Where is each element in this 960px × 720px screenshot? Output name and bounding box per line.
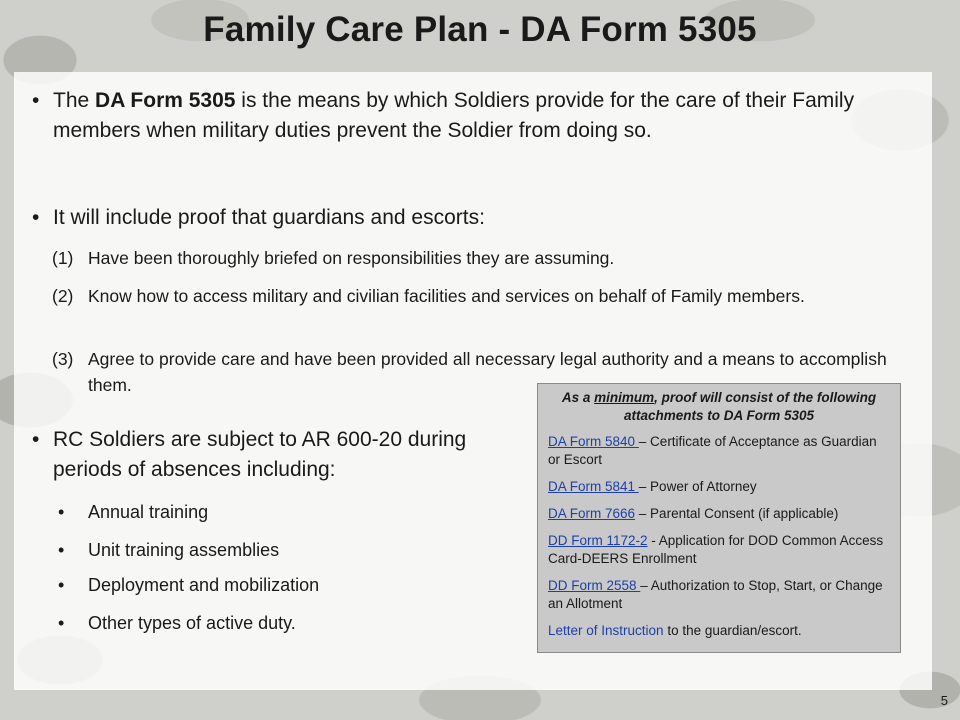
list-item — [58, 538, 498, 562]
bullet-text-post: is the means by which Soldiers provide for the care of their Family members when military duties prevent the Soldier from doing so. — [53, 89, 855, 142]
page-title: Family Care Plan - DA Form 5305 — [203, 10, 757, 49]
list-item-text: Unit training assemblies — [88, 540, 280, 560]
attachment-text: – Parental Consent (if applicable) — [635, 506, 839, 521]
slide-number: 5 — [940, 693, 948, 708]
attachment-item — [548, 532, 892, 568]
dd-form-1172-2-link[interactable]: DD Form 1172-2 — [548, 533, 648, 548]
list-item — [52, 245, 892, 271]
bullet-dot: • — [58, 613, 65, 633]
bullet-dot: • — [32, 428, 40, 451]
attachment-item — [548, 478, 892, 496]
box-heading-pre: As a — [561, 390, 595, 405]
attachment-item — [548, 577, 892, 613]
list-item-text: Have been thoroughly briefed on responsibilities they are assuming. — [88, 248, 615, 268]
bullet-text — [32, 86, 902, 146]
box-heading — [548, 389, 890, 425]
attachments-box — [537, 383, 901, 653]
bullet-text: RC Soldiers are subject to AR 600-20 during periods of absences including: — [53, 428, 467, 481]
attachment-text: – Authorization to Stop, Start, or Change an Allotment — [548, 578, 883, 611]
list-item-text: Deployment and mobilization — [88, 575, 320, 595]
list-item — [58, 573, 498, 597]
bullet-text: It will include proof that guardians and escorts: — [53, 206, 485, 229]
bullet-rc-soldiers — [32, 425, 522, 485]
bullet-dot: • — [58, 575, 65, 595]
bullet-dot: • — [32, 206, 40, 229]
list-item-text: Agree to provide care and have been provided all necessary legal authority and a means to accomplish them. — [88, 349, 887, 395]
list-item-number: (3) — [52, 349, 74, 369]
attachment-item — [548, 622, 892, 640]
bullet-text-pre: The — [53, 89, 96, 112]
box-heading-underlined: minimum — [594, 390, 655, 405]
attachment-text: – Certificate of Acceptance as Guardian or Escort — [548, 434, 877, 467]
bullet-text-bold: DA Form 5305 — [95, 89, 236, 112]
box-heading-post: , proof will consist of the following attachments to DA Form 5305 — [623, 390, 877, 423]
list-item — [58, 500, 498, 524]
bullet-dot: • — [32, 89, 40, 112]
attachment-text: to the guardian/escort. — [663, 623, 802, 638]
list-item — [58, 611, 498, 635]
attachment-text: – Power of Attorney — [638, 479, 757, 494]
bullet-da-form-5305 — [32, 86, 902, 146]
da-form-7666-link[interactable]: DA Form 7666 — [548, 506, 636, 521]
letter-of-instruction-label: Letter of Instruction — [548, 623, 664, 638]
attachment-item — [548, 433, 892, 469]
list-item — [52, 283, 892, 309]
bullet-proof-guardians — [32, 203, 902, 233]
list-item-text: Annual training — [88, 502, 209, 522]
list-item-text: Know how to access military and civilian facilities and services on behalf of Family members. — [88, 286, 805, 306]
da-form-5841-link[interactable]: DA Form 5841 — [548, 479, 639, 494]
attachment-text: - Application for DOD Common Access Card-DEERS Enrollment — [548, 533, 884, 566]
list-item-text: Other types of active duty. — [88, 613, 296, 633]
dd-form-2558-link[interactable]: DD Form 2558 — [548, 578, 641, 593]
list-item-number: (2) — [52, 286, 74, 306]
bullet-dot: • — [58, 540, 65, 560]
da-form-5840-link[interactable]: DA Form 5840 — [548, 434, 639, 449]
bullet-dot: • — [58, 502, 65, 522]
list-item-number: (1) — [52, 248, 74, 268]
attachment-item — [548, 505, 892, 523]
